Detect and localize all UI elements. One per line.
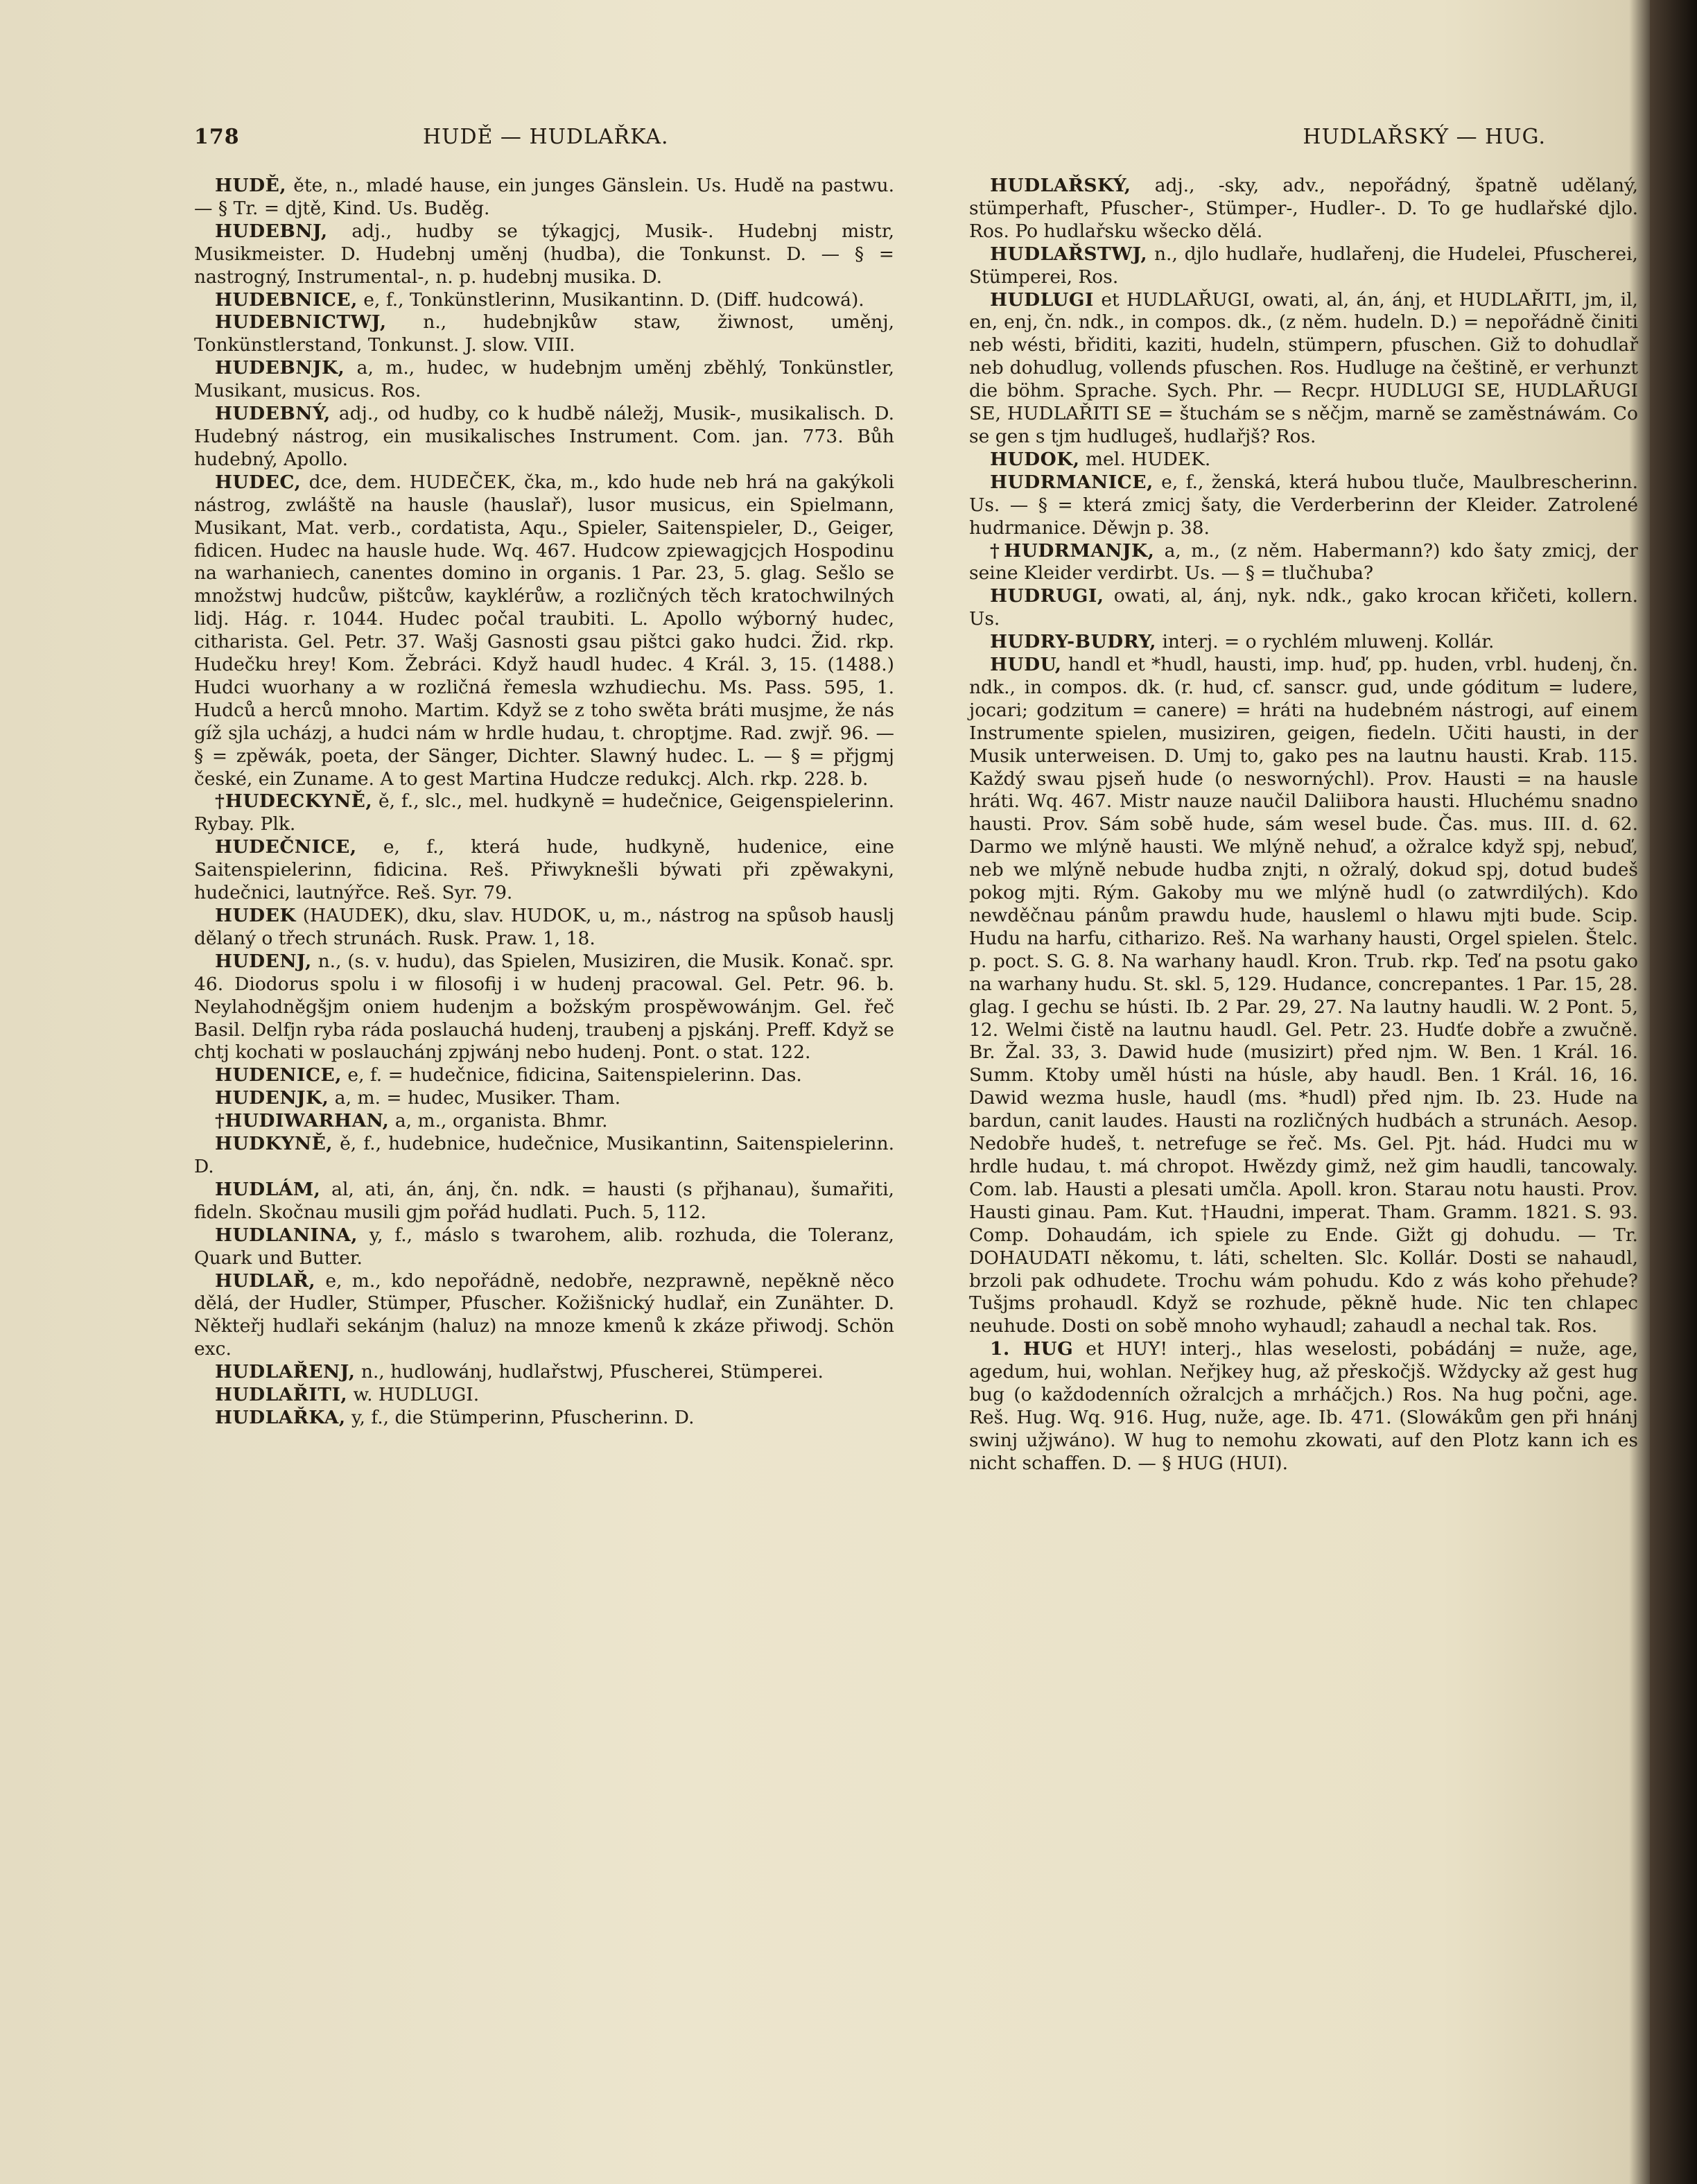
- entry: [969, 243, 1638, 289]
- entry-text: handl et *hudl, hausti, imp. huď, pp. huden, vrbl. hudenj, čn. ndk., in compos. dk. (r. hud, cf. sanscr. gud, unde góditum = ludere, jocari; godzitum = canere) = hráti na hudebném nástrogi, auf einem Instrumente spielen, musiziren, geigen, fiedeln. Učiti hausti, in der Musik unterweisen. D. Umj to, gako pes na lautnu hausti. Krab. 115. Každý swau pjseň hude (o neswornýchl). Prov. Hausti = na hausle hráti. Wq. 467. Mistr nauze naučil Daliibora hausti. Hluchému snadno hausti. Prov. Sám sobě hude, sám wesel bude. Čas. mus. III. d. 62. Darmo we mlýně hausti. We mlýně nehuď, a ožralce když spj, nebuď, neb we mlýně nebude hudba znjti, n ožralý, dokud spj, dotud budeš pokog mjti. Rým. Gakoby mu we mlýně hudl (o zatwrdilých). Kdo newděčnau pánům prawdu hude, hausleml o hlawu mjti bude. Scip. Hudu na harfu, citharizo. Reš. Na warhany hausti, Orgel spielen. Štelc. p. poct. S. G. 8. Na warhany haudl. Kron. Trub. rkp. Teď na psotu gako na warhany hudu. St. skl. 5, 129. Hudance, concrepantes. 1 Par. 15, 28. glag. I gechu se hústi. Ib. 2 Par. 29, 27. Na lautny haudli. W. 2 Pont. 5, 12. Welmi čistě na lautnu haudl. Gel. Petr. 23. Hudťe dobře a zwučně. Br. Žal. 33, 3. Dawid hude (musizirt) před njm. W. Ben. 1 Král. 16. Summ. Ktoby uměl hústi na húsle, aby haudl. Ben. 1 Král. 16, 16. Dawid wezma husle, haudl (ms. *hudl) před njm. Ib. 23. Hude na bardun, canit laudes. Hausti na rozličných hudbách a strunách. Aesop. Nedobře hudeš, t. netrefuge se řeč. Ms. Gel. Pjt. hád. Hudci mu w hrdle hudau, t. má chropot. Hwězdy gimž, než gim haudli, tancowaly. Com. lab. Hausti a plesati umčla. Apoll. kron. Starau notu hausti. Prov. Hausti ginau. Pam. Kut. †Haudni, imperat. Tham. Gramm. 1821. S. 93. Comp. Dohaudám, ich spiele zu Ende. Gižt gj dohudu. — Tr. DOHAUDATI někomu, t. láti, schelten. Slc. Kollár. Dosti se nahaudl, brzoli pak odhudete. Trochu wám pohudu. Kdo z wás koho přehude? Tušjms prohaudl. Když se rozhude, pěkně hude. Nic ten chlapec neuhude. Dosti on sobě mnoho wyhaudl; zahaudl a nechal tak. Ros.: [969, 654, 1638, 1337]
- headword: HUDRUGI,: [990, 585, 1104, 607]
- headword: HUDRMANICE,: [990, 471, 1154, 493]
- headword: HUDRY-BUDRY,: [990, 631, 1157, 653]
- entry: [194, 1270, 894, 1362]
- entry: [194, 1133, 894, 1179]
- headword: †HUDECKYNĚ,: [215, 790, 373, 813]
- entry: [194, 1179, 894, 1224]
- entry-text: mel. HUDEK.: [1085, 448, 1211, 470]
- headword: HUDEBNJK,: [215, 357, 345, 379]
- entry-text: interj. = o rychlém mluwenj. Kollár.: [1162, 631, 1495, 653]
- entry-text: ě, f., hudebnice, hudečnice, Musikantinn, Saitenspielerinn. D.: [194, 1133, 894, 1177]
- headword: HUDEBNJ,: [215, 220, 328, 242]
- entry-text: a, m., (z něm. Habermann?) kdo šaty zmicj, der seine Kleider verdirbt. Us. — § = tlučhuba?: [969, 539, 1638, 584]
- entry-text: n., hudebnjkůw staw, žiwnost, uměnj, Tonkünstlerstand, Tonkunst. J. slow. VIII.: [194, 311, 894, 356]
- entry-text: a, m. = hudec, Musiker. Tham.: [334, 1087, 621, 1109]
- entry: [194, 289, 894, 312]
- headword: HUDEC,: [215, 471, 302, 493]
- headword: HUDLAŘENJ,: [215, 1361, 356, 1383]
- entry: [969, 631, 1638, 654]
- entry: [194, 403, 894, 471]
- entry-text: et HUDLAŘUGI, owati, al, án, ánj, et HUDLAŘITI, jm, il, en, enj, čn. ndk., in compos. dk., (z něm. hudeln. D.) = nepořádně činiti neb wésti, břiditi, kaziti, hudeln, stümpern, pfuschen. Giž to dohudlař neb dohudlug, vollends pfuschen. Ros. Hudluge na češtině, er verhunzt die böhm. Sprache. Sych. Phr. — Recpr. HUDLUGI SE, HUDLAŘUGI SE, HUDLAŘITI SE = štuchám se s něčjm, marně se zaměstnáwám. Co se gen s tjm hudlugeš, hudlařjš? Ros.: [969, 288, 1638, 447]
- headword: †HUDIWARHAN,: [215, 1110, 390, 1132]
- right-running-title: HUDLAŘSKÝ — HUG.: [1303, 125, 1546, 149]
- entry: [194, 220, 894, 289]
- entry: [194, 1110, 894, 1133]
- left-running-title: HUDĚ — HUDLAŘKA.: [423, 125, 669, 149]
- binding-shadow: [1650, 0, 1697, 2184]
- entry: [194, 357, 894, 403]
- entry: [194, 1087, 894, 1110]
- headword: †HUDRMANJK,: [990, 539, 1155, 562]
- entry: [969, 654, 1638, 1338]
- headword: HUDENJ,: [215, 950, 312, 972]
- headword: HUDU,: [990, 654, 1062, 676]
- entry: [194, 951, 894, 1065]
- entry-text: al, ati, án, ánj, čn. ndk. = hausti (s přjhanau), šumařiti, fideln. Skočnau musili gjm pořád hudlati. Puch. 5, 112.: [194, 1178, 894, 1223]
- entry-text: a, m., hudec, w hudebnjm uměnj zběhlý, Tonkünstler, Musikant, musicus. Ros.: [194, 357, 894, 402]
- page-header: [194, 125, 1546, 158]
- entry-text: e, f., Tonkünstlerinn, Musikantinn. D. (Diff. hudcowá).: [363, 288, 864, 311]
- entry: [194, 175, 894, 220]
- entry-text: y, f., máslo s twarohem, alib. rozhuda, die Toleranz, Quark und Butter.: [194, 1224, 894, 1269]
- entry: [194, 836, 894, 905]
- headword: HUDEBNICTWJ,: [215, 311, 387, 333]
- entry: [969, 585, 1638, 631]
- entry-text: n., (s. v. hudu), das Spielen, Musiziren, die Musik. Konač. spr. 46. Diodorus spolu i w filosofij i w hudenj pracowal. Gel. Petr. 96. b. Neylahodněgšjm oniem hudenjm a božským prospěwowánjm. Gel. řeč Basil. Delfjn ryba ráda poslauchá hudenj, traubenj a pjskánj. Preff. Když se chtj kochati w poslauchánj zpjwánj nebo hudenj. Pont. o stat. 122.: [194, 950, 894, 1064]
- entry-text: adj., hudby se týkagjcj, Musik-. Hudebnj mistr, Musikmeister. D. Hudebnj uměnj (hudba), die Tonkunst. D. — § = nastrogný, Instrumental-, n. p. hudebnj musika. D.: [194, 220, 894, 288]
- headword: HUDLAŘSKÝ,: [990, 175, 1131, 196]
- headword: HUDĚ,: [215, 175, 287, 196]
- right-column: [969, 175, 1638, 1475]
- headword: HUDLUGI: [990, 288, 1094, 311]
- headword: HUDLANINA,: [215, 1224, 358, 1246]
- headword: HUDKYNĚ,: [215, 1133, 333, 1155]
- entry: [194, 790, 894, 836]
- headword: HUDENJK,: [215, 1087, 329, 1109]
- entry: [194, 1224, 894, 1270]
- entry-text: e, f. = hudečnice, fidicina, Saitenspielerinn. Das.: [347, 1064, 802, 1086]
- headword: HUDOK,: [990, 448, 1080, 470]
- entry-text: e, f., která hude, hudkyně, hudenice, eine Saitenspielerinn, fidicina. Reš. Přiwyknešli býwati při zpěwakyni, hudečnici, lautnýřce. Reš. Syr. 79.: [194, 836, 894, 904]
- headword: HUDEČNICE,: [215, 836, 357, 858]
- entry-text: a, m., organista. Bhmr.: [394, 1110, 608, 1132]
- entry-text: et HUY! interj., hlas weselosti, pobádánj = nuže, age, agedum, hui, wohlan. Neřjkey hug, až přeskočjš. Wždycky až gest hug bug (o každodenních ožralcjch a mrháčjch.) Ros. Na hug počni, age. Reš. Hug. Wq. 916. Hug, nuže, age. Ib. 471. (Slowákům gen při hnánj swinj užjwáno). W hug to nemohu zkowati, auf den Plotz kann ich es nicht schaffen. D. — § HUG (HUI).: [969, 1338, 1638, 1474]
- entry: [194, 1064, 894, 1087]
- headword: HUDEBNÝ,: [215, 403, 331, 425]
- entry-text: e, m., kdo nepořádně, nedobře, nezprawně, nepěkně něco dělá, der Hudler, Stümper, Pfuscher. Kožišnický hudlař, ein Zunähter. D. Někteřj hudlaři sekánjm (haluz) na mnoze kmenů k zkáze přiwodj. Schön exc.: [194, 1269, 894, 1360]
- entry: [194, 311, 894, 357]
- entry: [969, 471, 1638, 540]
- entry: [969, 1338, 1638, 1475]
- headword: HUDLAŘ,: [215, 1269, 316, 1292]
- headword: HUDENICE,: [215, 1064, 342, 1086]
- left-column: [194, 175, 894, 1430]
- headword: 1. HUG: [990, 1338, 1074, 1360]
- entry-text: w. HUDLUGI.: [353, 1384, 480, 1406]
- entry-text: n., djlo hudlaře, hudlařenj, die Hudelei, Pfuscherei, Stümperei, Ros.: [969, 243, 1638, 288]
- entry-text: n., hudlowánj, hudlařstwj, Pfuscherei, Stümperei.: [360, 1361, 824, 1383]
- headword: HUDLAŘSTWJ,: [990, 243, 1148, 265]
- entry-text: y, f., die Stümperinn, Pfuscherinn. D.: [351, 1406, 695, 1428]
- headword: HUDEK: [215, 905, 296, 926]
- entry: [969, 289, 1638, 449]
- entry-text: adj., od hudby, co k hudbě náležj, Musik-, musikalisch. D. Hudebný nástrog, ein musikalisches Instrument. Com. jan. 773. Bůh hudebný, Apollo.: [194, 403, 894, 470]
- entry-text: e, f., ženská, která hubou tluče, Maulbrescherinn. Us. — § = která zmicj šaty, die Verderberinn der Kleider. Zatrolené hudrmanice. Děwjn p. 38.: [969, 471, 1638, 539]
- headword: HUDLAŘKA,: [215, 1406, 346, 1428]
- entry: [194, 905, 894, 951]
- entry-text: adj., -sky, adv., nepořádný, špatně udělaný, stümperhaft, Pfuscher-, Stümper-, Hudler-. D. To ge hudlařské djlo. Ros. Po hudlařsku wšecko dělá.: [969, 175, 1638, 242]
- entry-text: owati, al, ánj, nyk. ndk., gako krocan křičeti, kollern. Us.: [969, 585, 1638, 630]
- entry: [969, 540, 1638, 586]
- entry-text: (HAUDEK), dku, slav. HUDOK, u, m., nástrog na spůsob hauslj dělaný o třech strunách. Rusk. Praw. 1, 18.: [194, 905, 894, 949]
- entry: [194, 1384, 894, 1407]
- headword: HUDEBNICE,: [215, 288, 358, 311]
- entry: [969, 175, 1638, 243]
- entry: [194, 1361, 894, 1384]
- page-number: 178: [194, 125, 240, 149]
- entry-text: ěte, n., mladé hause, ein junges Gänslein. Us. Hudě na pastwu. — § Tr. = djtě, Kind. Us. Buděg.: [194, 175, 894, 219]
- headword: HUDLÁM,: [215, 1178, 321, 1200]
- entry: [194, 471, 894, 791]
- headword: HUDLAŘITI,: [215, 1384, 348, 1406]
- entry-text: dce, dem. HUDEČEK, čka, m., kdo hude neb hrá na gakýkoli nástrog, zwláště na hausle (hauslař), lusor musicus, ein Spielmann, Musikant, Mat. verb., cordatista, Aqu., Spieler, Saitenspieler, D., Geiger, fidicen. Hudec na hausle hude. Wq. 467. Hudcow zpiewagjcjch Hospodinu na warhaniech, canentes domino in organis. 1 Par. 23, 5. glag. Sešlo se množstwj hudcůw, pištcůw, kayklérůw, a rozličných těch kratochwilných lidj. Hág. r. 1044. Hudec počal traubiti. L. Apollo wýborný hudec, citharista. Gel. Petr. 37. Wašj Gasnosti gsau pištci gako hudci. Žid. rkp. Hudečku hrey! Kom. Žebráci. Když haudl hudec. 4 Král. 3, 15. (1488.) Hudci wuorhany a w rozličná řemesla wzhudiechu. Ms. Pass. 595, 1. Hudců a herců mnoho. Martim. Když se z toho swěta bráti musjme, že nás gíž sjla ucházj, a hudci nám w hrdle hudau, t. chroptjme. Rad. zwjř. 96. — § = zpěwák, poeta, der Sänger, Dichter. Slawný hudec. L. — § = přjgmj české, ein Zuname. A to gest Martina Hudcze redukcj. Alch. rkp. 228. b.: [194, 471, 894, 790]
- entry: [194, 1407, 894, 1430]
- entry-text: ě, f., slc., mel. hudkyně = hudečnice, Geigenspielerinn. Rybay. Plk.: [194, 790, 894, 835]
- entry: [969, 449, 1638, 471]
